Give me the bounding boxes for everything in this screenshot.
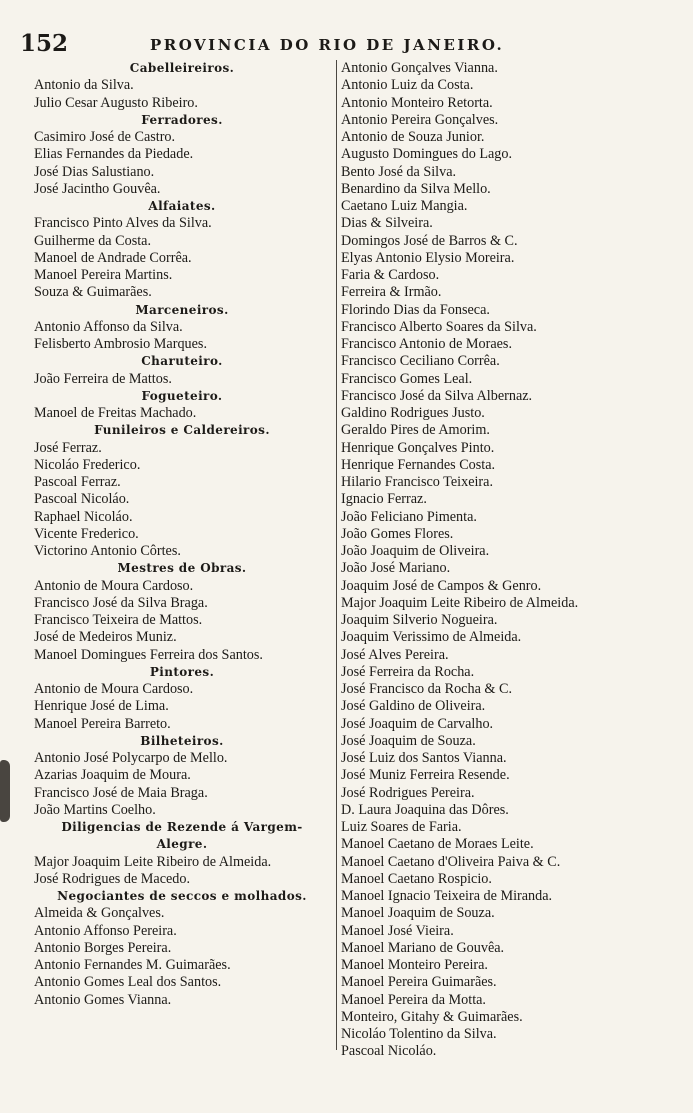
list-entry: Francisco Alberto Soares da Silva. — [341, 318, 537, 335]
section-heading: Bilheteiros. — [140, 733, 224, 748]
list-entry: José Joaquim de Souza. — [341, 732, 476, 749]
list-entry: Joaquim Silverio Nogueira. — [341, 612, 498, 628]
list-entry: Antonio de Moura Cardoso. — [34, 577, 194, 594]
list-entry: Benardino da Silva Mello. — [341, 180, 491, 197]
list-entry: Antonio de Souza Junior. — [341, 129, 485, 145]
list-entry: Souza & Guimarães. — [34, 284, 152, 301]
section-heading: Marceneiros. — [135, 302, 229, 317]
list-entry: Bento José da Silva. — [341, 163, 457, 180]
section-heading: Mestres de Obras. — [117, 561, 247, 576]
list-entry: Manoel de Freitas Machado. — [34, 405, 197, 421]
list-entry: Henrique Fernandes Costa. — [341, 456, 496, 473]
list-entry: Francisco Gomes Leal. — [341, 370, 473, 387]
list-entry: Faria & Cardoso. — [341, 267, 440, 283]
ink-blot — [0, 760, 10, 822]
list-entry: Manoel Pereira Barreto. — [34, 715, 171, 732]
list-entry: José Ferraz. — [34, 439, 102, 456]
list-entry: Francisco José de Maia Braga. — [34, 784, 208, 801]
list-entry: Casimiro José de Castro. — [34, 129, 176, 145]
right-column — [341, 60, 681, 1061]
list-entry: Pascoal Nicoláo. — [34, 491, 130, 508]
list-entry: Elyas Antonio Elysio Moreira. — [341, 249, 515, 266]
list-entry: Manoel Domingues Ferreira dos Santos. — [34, 646, 263, 663]
list-entry: Galdino Rodrigues Justo. — [341, 405, 485, 421]
list-entry: Henrique José de Lima. — [34, 698, 169, 715]
list-entry: Manoel Pereira Martins. — [34, 267, 173, 283]
list-entry: Azarias Joaquim de Moura. — [34, 767, 191, 784]
list-entry: Francisco Teixeira de Mattos. — [34, 612, 203, 628]
list-entry: Almeida & Gonçalves. — [34, 905, 165, 922]
list-entry: Manoel José Vieira. — [341, 922, 454, 939]
list-entry: Major Joaquim Leite Ribeiro de Almeida. — [341, 594, 579, 611]
list-entry: Dias & Silveira. — [341, 215, 433, 232]
section-heading: Ferradores. — [141, 112, 223, 127]
list-entry: Guilherme da Costa. — [34, 232, 152, 249]
list-entry: Augusto Domingues do Lago. — [341, 146, 513, 163]
list-entry: Caetano Luiz Mangia. — [341, 198, 468, 214]
list-entry: Luiz Soares de Faria. — [341, 819, 462, 835]
list-entry: Francisco José da Silva Braga. — [34, 594, 208, 611]
list-entry: Victorino Antonio Côrtes. — [34, 543, 181, 559]
list-entry: Francisco José da Silva Albernaz. — [341, 387, 533, 404]
list-entry: Manoel de Andrade Corrêa. — [34, 249, 192, 266]
list-entry: Domingos José de Barros & C. — [341, 232, 518, 249]
list-entry: José Ferreira da Rocha. — [341, 663, 475, 680]
list-entry: José Rodrigues Pereira. — [341, 784, 475, 801]
list-entry: José Muniz Ferreira Resende. — [341, 767, 510, 784]
list-entry: José de Medeiros Muniz. — [34, 629, 177, 646]
page-header — [20, 30, 680, 60]
list-entry: Antonio Gonçalves Vianna. — [341, 60, 498, 76]
list-entry: Manoel Joaquim de Souza. — [341, 905, 495, 922]
list-entry: Monteiro, Gitahy & Guimarães. — [341, 1008, 523, 1025]
list-entry: Antonio Affonso Pereira. — [34, 922, 177, 939]
list-entry: João Gomes Flores. — [341, 525, 454, 542]
list-entry: Antonio Monteiro Retorta. — [341, 94, 493, 111]
list-entry: Geraldo Pires de Amorim. — [341, 422, 490, 439]
list-entry: Manoel Caetano de Moraes Leite. — [341, 836, 534, 853]
list-entry: Joaquim José de Campos & Genro. — [341, 577, 542, 594]
section-heading: Diligencias de Rezende á Vargem- — [61, 820, 303, 834]
list-entry: Pascoal Nicoláo. — [341, 1043, 437, 1060]
list-entry: Manoel Caetano d'Oliveira Paiva & C. — [341, 853, 561, 870]
list-entry: Antonio Pereira Gonçalves. — [341, 111, 499, 128]
list-entry: Ignacio Ferraz. — [341, 491, 427, 508]
section-heading: Negociantes de seccos e molhados. — [57, 889, 307, 903]
list-entry: José Luiz dos Santos Vianna. — [341, 750, 507, 766]
list-entry: Pascoal Ferraz. — [34, 474, 121, 490]
list-entry: Francisco Ceciliano Corrêa. — [341, 353, 500, 370]
list-entry: Manoel Monteiro Pereira. — [341, 957, 488, 973]
list-entry: Antonio da Silva. — [34, 77, 134, 94]
list-entry: José Galdino de Oliveira. — [341, 698, 486, 715]
list-entry: José Dias Salustiano. — [34, 163, 155, 180]
list-entry: José Joaquim de Carvalho. — [341, 715, 494, 732]
list-entry: João José Mariano. — [341, 560, 451, 577]
list-entry: Antonio Gomes Vianna. — [34, 991, 172, 1008]
list-entry: Antonio Fernandes M. Guimarães. — [34, 957, 231, 973]
list-entry: Antonio Borges Pereira. — [34, 939, 172, 956]
page-number: 152 — [20, 30, 69, 57]
section-heading: Charuteiro. — [141, 354, 223, 369]
list-entry: João Feliciano Pimenta. — [341, 508, 477, 525]
list-entry: José Rodrigues de Macedo. — [34, 870, 191, 887]
list-entry: Elias Fernandes da Piedade. — [34, 146, 194, 163]
list-entry: D. Laura Joaquina das Dôres. — [341, 801, 509, 818]
list-entry: Vicente Frederico. — [34, 525, 139, 542]
list-entry: Manoel Ignacio Teixeira de Miranda. — [341, 888, 553, 904]
list-entry: Raphael Nicoláo. — [34, 508, 133, 525]
section-heading: Cabelleireiros. — [129, 61, 235, 75]
section-heading: Alegre. — [156, 837, 208, 852]
list-entry: João Ferreira de Mattos. — [34, 370, 172, 387]
list-entry: Francisco Antonio de Moraes. — [341, 336, 513, 352]
page-title: PROVINCIA DO RIO DE JANEIRO. — [150, 36, 505, 54]
list-entry: Joaquim Verissimo de Almeida. — [341, 629, 522, 646]
list-entry: João Martins Coelho. — [34, 801, 156, 818]
list-entry: Manoel Mariano de Gouvêa. — [341, 939, 505, 956]
list-entry: José Francisco da Rocha & C. — [341, 681, 513, 697]
list-entry: Antonio José Polycarpo de Mello. — [34, 750, 228, 766]
list-entry: Manoel Pereira da Motta. — [341, 991, 486, 1008]
column-divider — [336, 60, 337, 1050]
list-entry: Hilario Francisco Teixeira. — [341, 474, 493, 490]
list-entry: Manoel Pereira Guimarães. — [341, 974, 497, 991]
list-entry: Nicoláo Frederico. — [34, 456, 141, 473]
list-entry: Antonio de Moura Cardoso. — [34, 681, 194, 697]
list-entry: José Jacintho Gouvêa. — [34, 180, 161, 197]
section-heading: Fogueteiro. — [141, 388, 223, 403]
list-entry: Antonio Affonso da Silva. — [34, 318, 183, 335]
list-entry: Antonio Luiz da Costa. — [341, 77, 474, 94]
list-entry: José Alves Pereira. — [341, 646, 449, 663]
list-entry: Antonio Gomes Leal dos Santos. — [34, 974, 222, 991]
list-entry: Manoel Caetano Rospicio. — [341, 870, 492, 887]
section-heading: Funileiros e Caldereiros. — [94, 423, 270, 438]
list-entry: Nicoláo Tolentino da Silva. — [341, 1026, 497, 1042]
section-heading: Pintores. — [149, 664, 215, 679]
list-entry: Julio Cesar Augusto Ribeiro. — [34, 94, 198, 111]
list-entry: Francisco Pinto Alves da Silva. — [34, 215, 212, 232]
list-entry: Henrique Gonçalves Pinto. — [341, 439, 495, 456]
section-heading: Alfaiates. — [148, 199, 216, 213]
list-entry: Major Joaquim Leite Ribeiro de Almeida. — [34, 853, 272, 870]
list-entry: João Joaquim de Oliveira. — [341, 543, 490, 559]
left-column — [26, 60, 338, 1009]
list-entry: Ferreira & Irmão. — [341, 284, 442, 301]
list-entry: Felisberto Ambrosio Marques. — [34, 336, 207, 352]
list-entry: Florindo Dias da Fonseca. — [341, 301, 490, 318]
